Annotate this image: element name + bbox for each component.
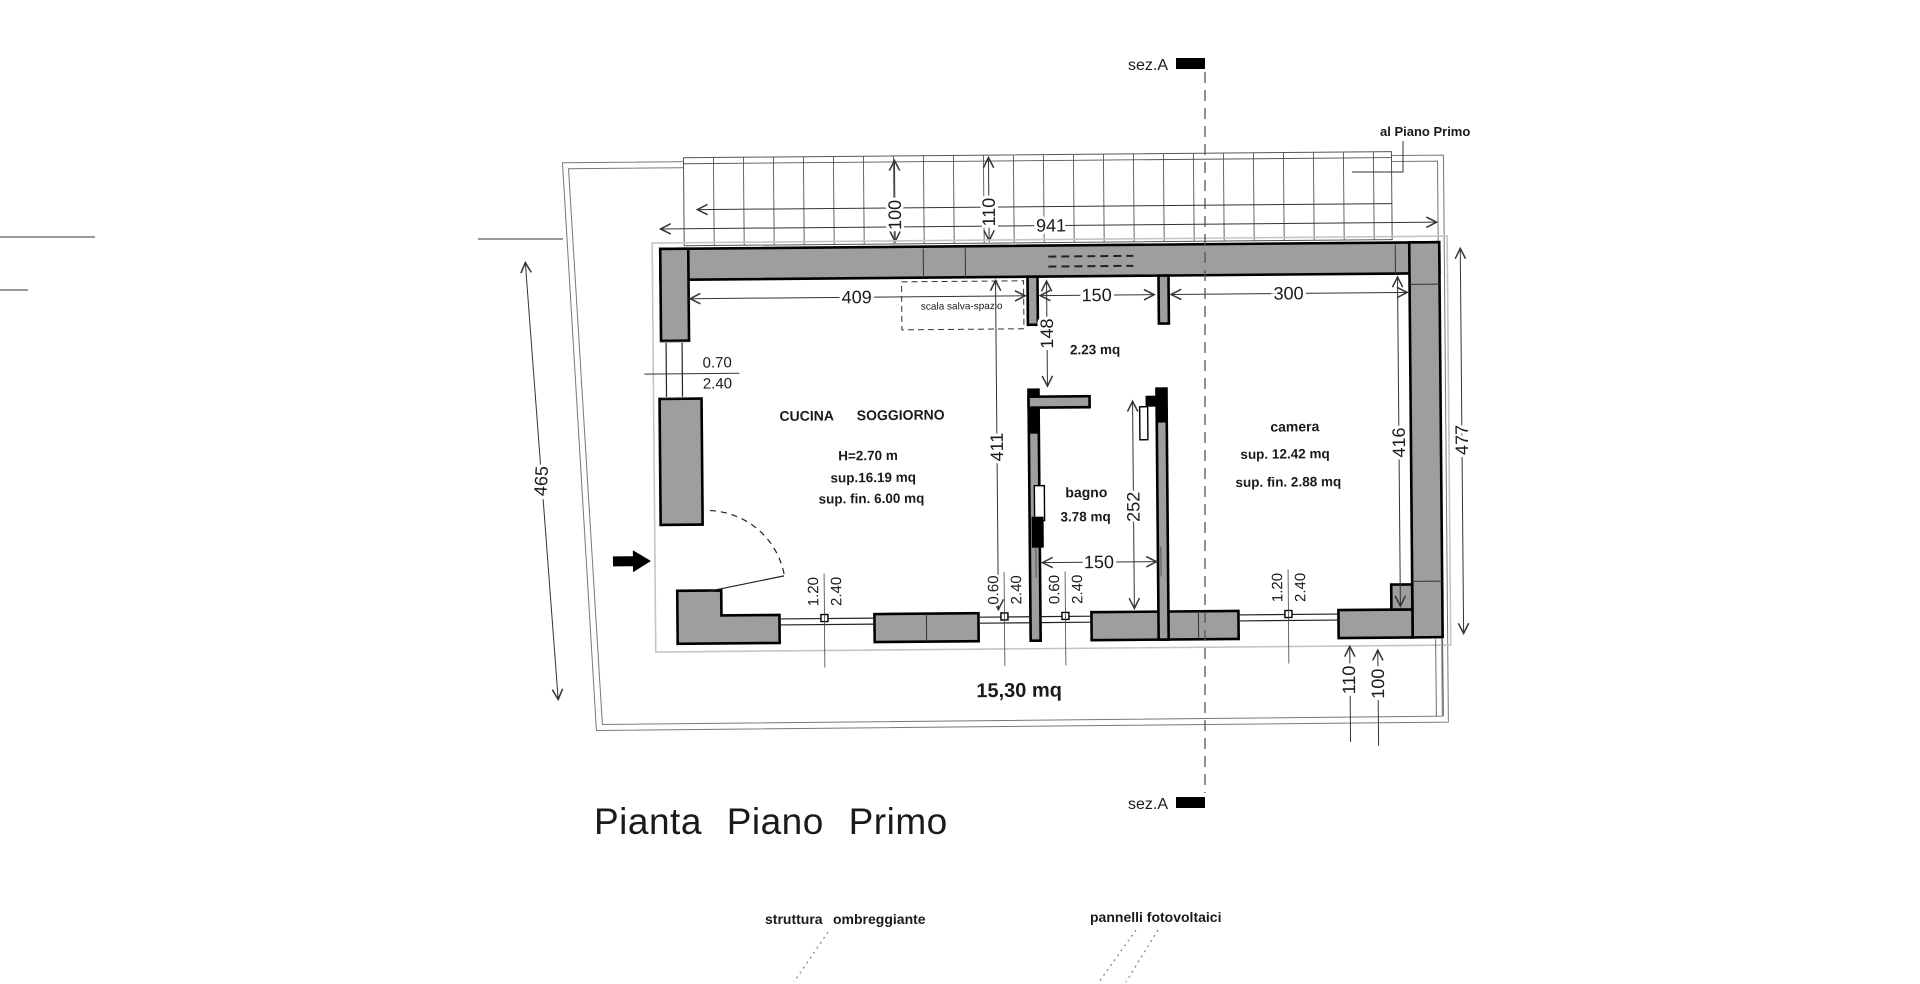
dim-band-110: 110 bbox=[978, 197, 1000, 227]
dim-411: 411 bbox=[986, 432, 1008, 462]
room-cucina-sup-fin: sup. fin. 6.00 mq bbox=[818, 490, 925, 507]
vano-scala-sup: 2.23 mq bbox=[1069, 341, 1121, 358]
dim-148: 148 bbox=[1036, 318, 1058, 349]
section-bar-top bbox=[1176, 58, 1205, 69]
room-cucina-height: H=2.70 m bbox=[838, 447, 898, 464]
wall-right bbox=[1409, 242, 1442, 637]
entrance-pier bbox=[660, 399, 703, 525]
dim-150-top: 150 bbox=[1081, 285, 1112, 306]
scala-label: scala salva-spazio bbox=[920, 300, 1003, 313]
room-bagno-label: bagno bbox=[1065, 484, 1108, 501]
shading-structure-label-1: struttura bbox=[765, 911, 823, 927]
dim-100-terrace: 100 bbox=[1367, 668, 1389, 699]
window-4-width: 1.20 bbox=[1269, 572, 1287, 603]
dim-150-bottom: 150 bbox=[1083, 552, 1115, 573]
room-camera-label: camera bbox=[1270, 418, 1320, 435]
window-3-width: 0.60 bbox=[1046, 574, 1064, 605]
dim-409: 409 bbox=[841, 287, 872, 308]
dim-465: 465 bbox=[530, 465, 553, 497]
partition-stub-right bbox=[1158, 276, 1168, 324]
dim-416: 416 bbox=[1388, 427, 1410, 458]
window-4-height: 2.40 bbox=[1292, 572, 1310, 603]
dim-941: 941 bbox=[1035, 215, 1067, 236]
bagno-door-leaf-right bbox=[1140, 407, 1148, 440]
upper-floor-label: al Piano Primo bbox=[1380, 124, 1471, 139]
dim-300: 300 bbox=[1273, 283, 1304, 304]
dim-110-terrace: 110 bbox=[1338, 665, 1360, 695]
window-2-height: 2.40 bbox=[1008, 575, 1026, 605]
room-camera-sup: sup. 12.42 mq bbox=[1240, 446, 1330, 462]
window-2-width: 0.60 bbox=[985, 575, 1003, 605]
window-left-width: 0.70 bbox=[702, 354, 732, 372]
room-bagno-sup: 3.78 mq bbox=[1060, 509, 1111, 525]
dim-477: 477 bbox=[1451, 424, 1473, 456]
shading-structure-label-2: ombreggiante bbox=[833, 911, 926, 927]
wall-top bbox=[660, 242, 1439, 280]
dim-band-100: 100 bbox=[884, 199, 906, 231]
bagno-wall-jog bbox=[1032, 517, 1044, 548]
window-1-height: 2.40 bbox=[828, 576, 846, 607]
partition-stub-left bbox=[1027, 277, 1037, 325]
room-cucina-label: CUCINA bbox=[779, 407, 834, 424]
dim-252: 252 bbox=[1123, 491, 1144, 522]
room-camera-sup-fin: sup. fin. 2.88 mq bbox=[1235, 474, 1342, 490]
window-1-width: 1.20 bbox=[805, 576, 823, 607]
terrace-area-label: 15,30 mq bbox=[976, 679, 1063, 703]
room-soggiorno-label: SOGGIORNO bbox=[856, 406, 945, 424]
bagno-door-leaf-left bbox=[1034, 486, 1044, 521]
wall-left-upper bbox=[660, 249, 689, 341]
wall-bottom-segment-4 bbox=[1338, 609, 1412, 638]
photovoltaic-panels-label: pannelli fotovoltaici bbox=[1090, 909, 1222, 925]
bagno-wall-return-left bbox=[1029, 396, 1090, 408]
window-left-height: 2.40 bbox=[702, 375, 733, 393]
svg-text:sez.A: sez.A bbox=[1127, 796, 1169, 813]
wall-corner-step bbox=[1391, 584, 1412, 609]
bagno-wall-return-right bbox=[1146, 396, 1157, 407]
section-bar-bottom bbox=[1176, 797, 1205, 808]
room-cucina-sup: sup.16.19 mq bbox=[830, 469, 917, 486]
svg-text:sez.A: sez.A bbox=[1127, 57, 1169, 74]
window-3-height: 2.40 bbox=[1069, 574, 1087, 605]
drawing-title: Pianta Piano Primo bbox=[594, 801, 948, 842]
